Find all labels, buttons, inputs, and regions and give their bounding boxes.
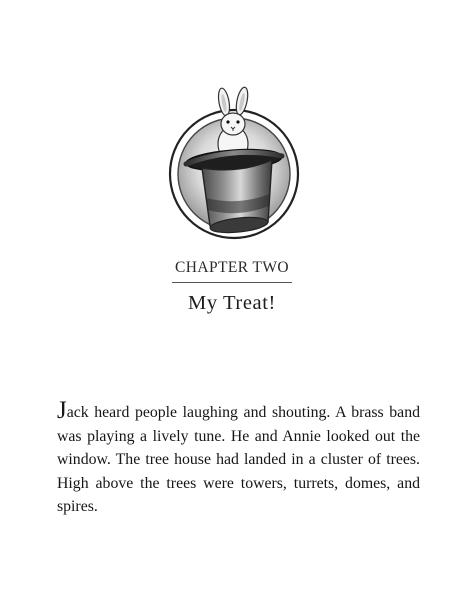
chapter-label: CHAPTER TWO: [175, 259, 289, 276]
body-paragraph: [57, 397, 420, 519]
drop-cap: J: [57, 397, 67, 424]
rabbit-in-top-hat-icon: [158, 86, 310, 244]
paragraph-text: ack heard people laughing and shouting. A brass band was playing a lively tune. He and Annie looked out the window. The tree house had landed in a cluster of trees. High above the trees were towers, turrets, domes, and spires.: [57, 404, 420, 516]
chapter-title: My Treat!: [188, 292, 276, 314]
chapter-divider: [172, 282, 292, 283]
